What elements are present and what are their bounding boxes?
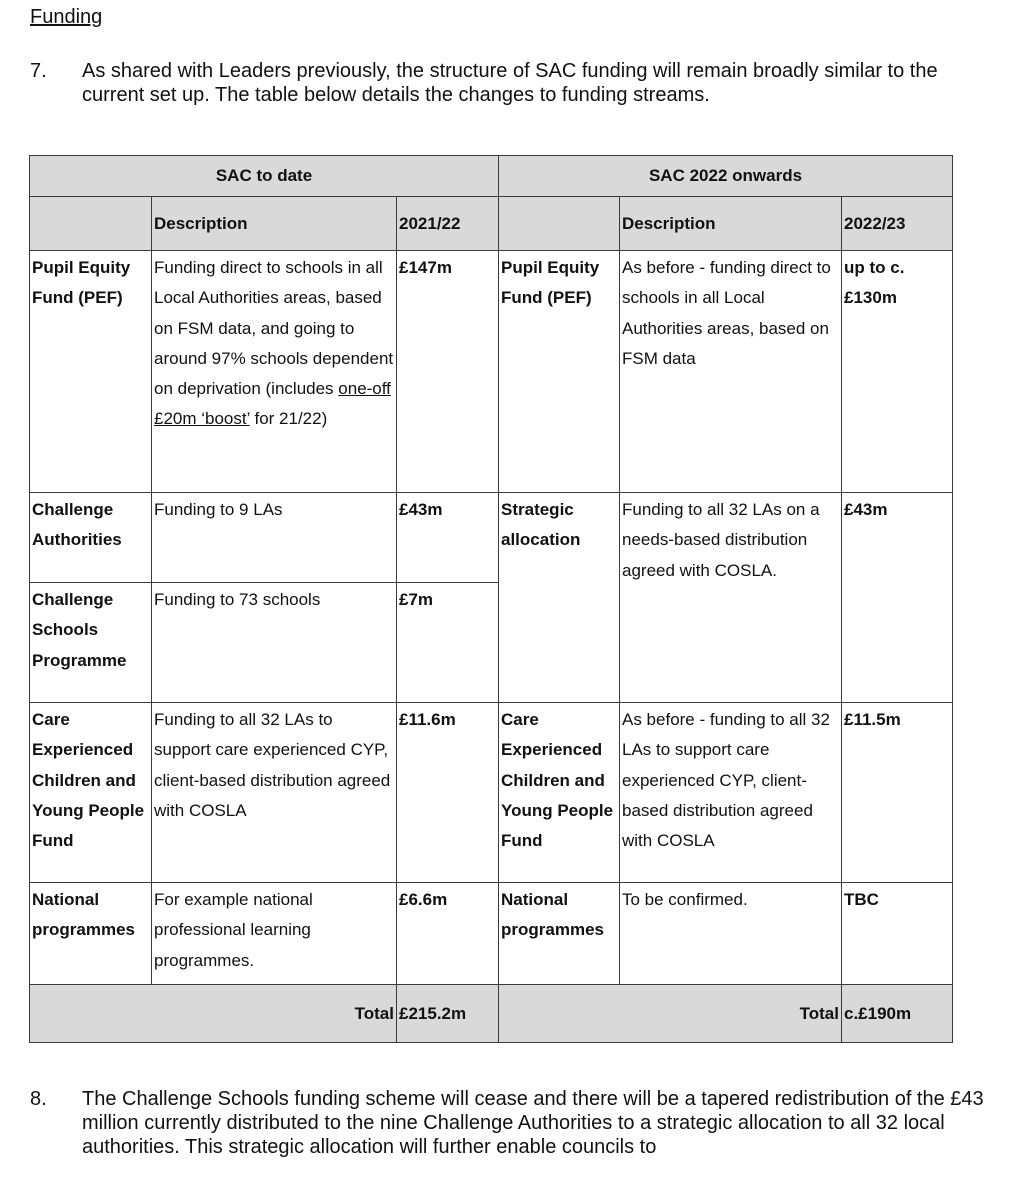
sac-to-date-header: SAC to date bbox=[30, 156, 499, 197]
table-column-header-row bbox=[30, 197, 953, 251]
pef-new-description: As before - funding direct to schools in all Local Authorities areas, based on FSM data bbox=[620, 251, 842, 493]
strategic-allocation-description: Funding to all 32 LAs on a needs-based distribution agreed with COSLA. bbox=[620, 493, 842, 703]
header-description-left: Description bbox=[152, 197, 397, 251]
care-name: Care Experienced Children and Young People Fund bbox=[30, 703, 152, 883]
paragraph-7-text: As shared with Leaders previously, the structure of SAC funding will remain broadly similar to the current set up. The table below details the changes to funding streams. bbox=[82, 60, 938, 106]
challenge-authorities-description: Funding to 9 LAs bbox=[152, 493, 397, 583]
header-year-2022-23: 2022/23 bbox=[842, 197, 953, 251]
sac-2022-onwards-header: SAC 2022 onwards bbox=[499, 156, 953, 197]
strategic-allocation-name: Strategic allocation bbox=[499, 493, 620, 703]
care-new-name: Care Experienced Children and Young People Fund bbox=[499, 703, 620, 883]
care-new-description: As before - funding to all 32 LAs to support care experienced CYP, client-based distribution agreed with COSLA bbox=[620, 703, 842, 883]
challenge-authorities-name: Challenge Authorities bbox=[30, 493, 152, 583]
paragraph-8-number: 8. bbox=[30, 1088, 47, 1110]
total-label-right: Total bbox=[499, 985, 842, 1043]
challenge-authorities-amount: £43m bbox=[397, 493, 499, 583]
national-description: For example national professional learning programmes. bbox=[152, 883, 397, 985]
challenge-schools-name: Challenge Schools Programme bbox=[30, 583, 152, 703]
paragraph-7-number: 7. bbox=[30, 60, 47, 82]
national-amount-2021-22: £6.6m bbox=[397, 883, 499, 985]
table-row-national-programmes bbox=[30, 883, 953, 985]
pef-new-name: Pupil Equity Fund (PEF) bbox=[499, 251, 620, 493]
table-row-challenge-authorities bbox=[30, 493, 953, 583]
care-description: Funding to all 32 LAs to support care experienced CYP, client-based distribution agreed with COSLA bbox=[152, 703, 397, 883]
national-amount-2022-23: TBC bbox=[842, 883, 953, 985]
strategic-allocation-amount: £43m bbox=[842, 493, 953, 703]
national-new-description: To be confirmed. bbox=[620, 883, 842, 985]
total-2021-22: £215.2m bbox=[397, 985, 499, 1043]
pef-amount-2022-23: up to c. £130m bbox=[842, 251, 953, 493]
funding-table bbox=[29, 155, 953, 1043]
care-amount-2022-23: £11.5m bbox=[842, 703, 953, 883]
challenge-schools-description: Funding to 73 schools bbox=[152, 583, 397, 703]
pef-description-underlined: one-off £20m ‘boost’ bbox=[154, 379, 391, 429]
pef-description: Funding direct to schools in all Local Authorities areas, based on FSM data, and going to around 97% schools dependent on deprivation (includes one-off £20m ‘boost’ for 21/22) bbox=[152, 251, 397, 493]
pef-name: Pupil Equity Fund (PEF) bbox=[30, 251, 152, 493]
table-row-pef bbox=[30, 251, 953, 493]
table-row-care-experienced bbox=[30, 703, 953, 883]
header-blank-right bbox=[499, 197, 620, 251]
care-amount-2021-22: £11.6m bbox=[397, 703, 499, 883]
table-title-row bbox=[30, 156, 953, 197]
header-year-2021-22: 2021/22 bbox=[397, 197, 499, 251]
paragraph-8-text: The Challenge Schools funding scheme will cease and there will be a tapered redistribution of the £43 million currently distributed to the nine Challenge Authorities to a strategic allocation to all 32 local authorities. This strategic allocation will further enable councils to bbox=[82, 1088, 984, 1158]
challenge-schools-amount: £7m bbox=[397, 583, 499, 703]
section-heading: Funding bbox=[30, 6, 103, 28]
header-blank-left bbox=[30, 197, 152, 251]
total-2022-23: c.£190m bbox=[842, 985, 953, 1043]
national-new-name: National programmes bbox=[499, 883, 620, 985]
header-description-right: Description bbox=[620, 197, 842, 251]
national-name: National programmes bbox=[30, 883, 152, 985]
table-total-row bbox=[30, 985, 953, 1043]
total-label-left: Total bbox=[30, 985, 397, 1043]
pef-amount-2021-22: £147m bbox=[397, 251, 499, 493]
